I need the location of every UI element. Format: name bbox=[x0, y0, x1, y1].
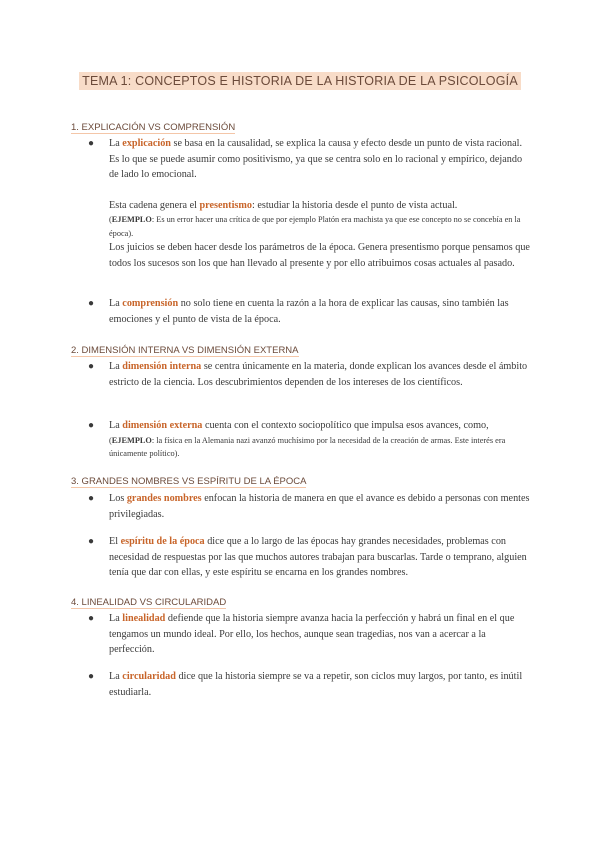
keyword: espíritu de la época bbox=[120, 536, 205, 547]
list-item: ● La comprensión no solo tiene en cuenta la razón a la hora de explicar las causas, sino también las emociones y el punto de vista de la época. bbox=[88, 298, 509, 325]
list-item bbox=[90, 136, 530, 271]
paragraph: La explicación se basa en la causalidad, se explica la causa y efecto desde un punto de vista racional. Es lo que se puede asumir como positivismo, ya que se centra solo en lo racional y empírico, dejando de lado lo emocional. bbox=[109, 138, 523, 180]
keyword: dimensión externa bbox=[122, 420, 203, 431]
list-item: ● El espíritu de la época dice que a lo largo de las épocas hay grandes necesidades, problemas con necesidad de respuestas por las que muchos autores trabajan para buscarlas. Tarde o temprano, alguien tenía que dar con ellas, y este espíritu se encarna en los grandes nombres. bbox=[88, 536, 527, 578]
keyword: dimensión interna bbox=[122, 361, 202, 372]
bullet-icon: ● bbox=[88, 361, 95, 372]
bullet-icon: ● bbox=[88, 298, 95, 309]
list-item: ● La circularidad dice que la historia siempre se va a repetir, son ciclos muy largos, por tanto, es inútil estudiarla. bbox=[88, 671, 523, 698]
section-heading-4: 4. LINEALIDAD VS CIRCULARIDAD bbox=[71, 597, 227, 608]
section-heading-3: 3. GRANDES NOMBRES VS ESPÍRITU DE LA ÉPOCA bbox=[71, 476, 307, 487]
list-item: ● Los grandes nombres enfocan la historia de manera en que el avance es debido a personas con mentes privilegiadas. bbox=[88, 493, 530, 520]
keyword: presentismo bbox=[199, 199, 252, 211]
bullet-icon: ● bbox=[88, 493, 95, 504]
section-heading-2: 2. DIMENSIÓN INTERNA VS DIMENSIÓN EXTERNA bbox=[71, 345, 299, 356]
paragraph: Esta cadena genera el presentismo: estudiar la historia desde el punto de vista actual. bbox=[109, 199, 458, 211]
bullet-icon: ● bbox=[88, 536, 95, 547]
keyword: explicación bbox=[122, 138, 171, 149]
bullet-icon: ● bbox=[88, 671, 95, 682]
paragraph: Los juicios se deben hacer desde los parámetros de la época. Genera presentismo porque pensamos que todos los sucesos son los que han llevado al presente y por ello atribuimos cosas actuales al pasado. bbox=[109, 242, 530, 269]
example-note: (EJEMPLO: Es un error hacer una crítica de que por ejemplo Platón era machista ya que ese concepto no se concebía en la época). bbox=[109, 215, 521, 238]
keyword: circularidad bbox=[122, 671, 176, 682]
bullet-icon: ● bbox=[88, 613, 95, 624]
list-item: ● La dimensión interna se centra únicamente en la materia, donde explican los avances desde el ámbito estricto de la ciencia. Los descubrimientos dependen de los intereses de los científicos. bbox=[88, 361, 528, 388]
list-item: ● La dimensión externa cuenta con el contexto sociopolítico que impulsa esos avances, como, (EJEMPLO: la física en la Alemania nazi avanzó muchísimo por la necesidad de la creación de armas. Este interés era únicamente político). bbox=[90, 418, 530, 461]
keyword: linealidad bbox=[122, 613, 166, 624]
keyword: comprensión bbox=[122, 298, 179, 309]
list-item: ● La linealidad defiende que la historia siempre avanza hacia la perfección y habrá un final en el que tengamos un mundo ideal. Por ello, los hechos, aunque sean tragedias, nos van a acercar a la perfección. bbox=[88, 613, 515, 655]
bullet-icon: ● bbox=[88, 138, 95, 149]
section-heading-1: 1. EXPLICACIÓN VS COMPRENSIÓN bbox=[71, 122, 236, 133]
keyword: grandes nombres bbox=[126, 493, 202, 504]
bullet-icon: ● bbox=[88, 420, 95, 431]
page-title: TEMA 1: CONCEPTOS E HISTORIA DE LA HISTORIA DE LA PSICOLOGÍA bbox=[0, 72, 600, 90]
example-note: (EJEMPLO: la física en la Alemania nazi avanzó muchísimo por la necesidad de la creación de armas. Este interés era únicamente político). bbox=[109, 435, 506, 458]
